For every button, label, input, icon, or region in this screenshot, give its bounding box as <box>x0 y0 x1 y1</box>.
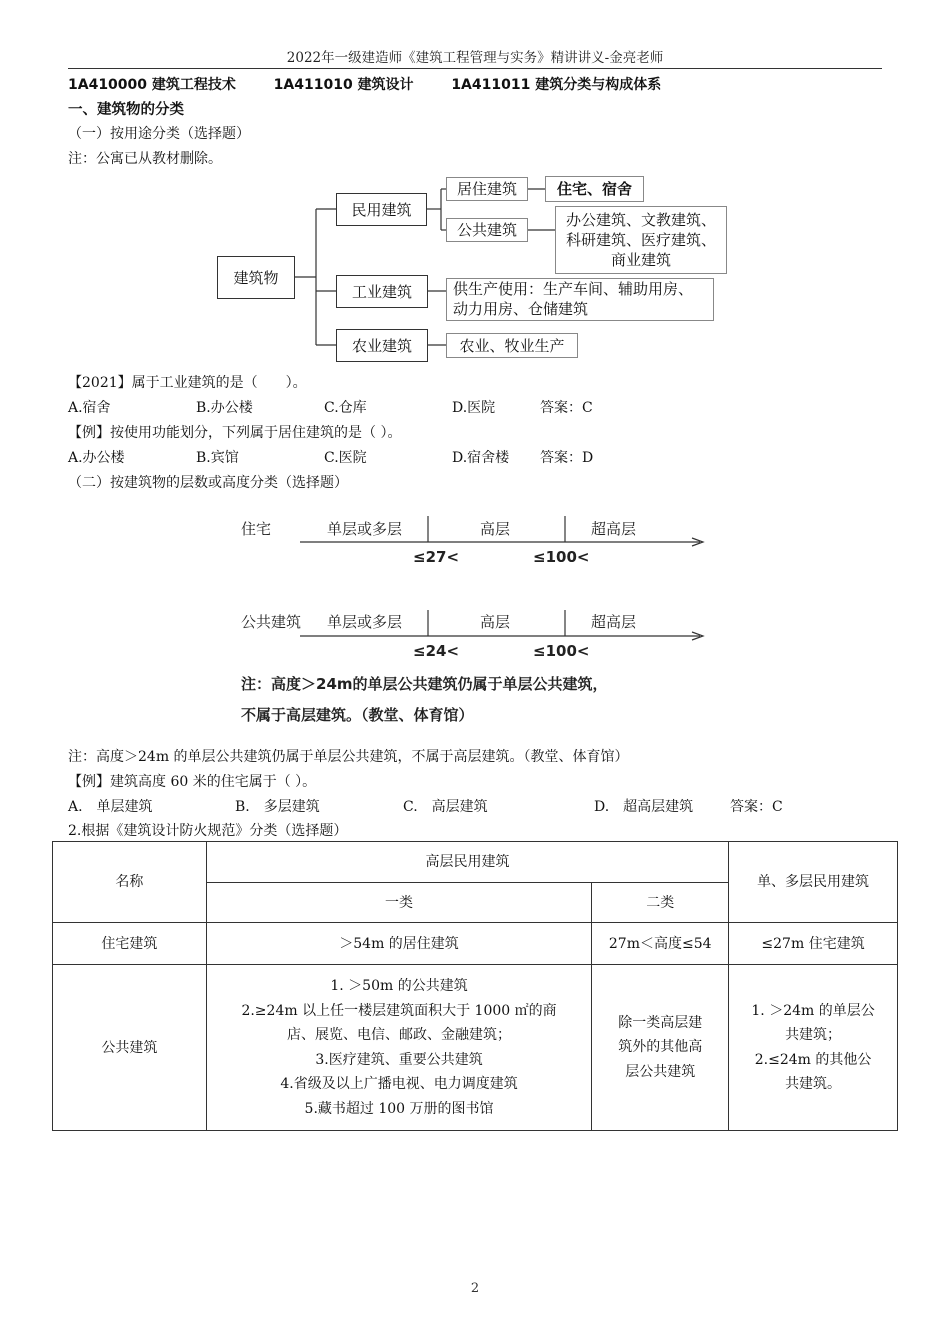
public-items-line-1: 办公建筑、文教建筑、 <box>565 211 716 229</box>
public-segment-low: 单层或多层 <box>327 613 403 631</box>
public-class-2-line-2: 筑外的其他高 <box>618 1039 703 1056</box>
question-2021-options <box>68 397 593 417</box>
q3-answer: 答案：C <box>730 799 783 815</box>
q1-option-b: B.办公楼 <box>196 400 253 416</box>
tree-node-residential: 居住建筑 <box>446 177 528 201</box>
tree-root-node: 建筑物 <box>217 256 295 299</box>
q3-option-d: D. 超高层建筑 <box>594 799 694 815</box>
residential-segment-low: 单层或多层 <box>327 520 403 538</box>
q3-option-b: B. 多层建筑 <box>235 799 320 815</box>
residential-segment-super-high: 超高层 <box>591 520 637 538</box>
tree-node-agricultural: 农业建筑 <box>336 329 428 362</box>
public-class-2-line-1: 除一类高层建 <box>618 1014 703 1031</box>
public-line-label: 公共建筑 <box>241 613 302 631</box>
q1-answer: 答案：C <box>540 400 593 416</box>
public-threshold-100: ≤100< <box>533 642 590 660</box>
tree-node-industrial: 工业建筑 <box>336 275 428 308</box>
subheading-by-use: （一）按用途分类（选择题） <box>68 126 250 142</box>
q2-option-b: B.宾馆 <box>196 450 239 466</box>
row-public-low-rise <box>729 965 898 1131</box>
residential-threshold-27: ≤27< <box>413 548 460 566</box>
public-class-1-item-4: 4.省级及以上广播电视、电力调度建筑 <box>280 1076 518 1092</box>
public-low-rise-line-2: 共建筑； <box>785 1027 842 1043</box>
q3-option-a: A. 单层建筑 <box>68 799 153 815</box>
height-number-lines <box>0 500 950 730</box>
residential-segment-high: 高层 <box>480 520 511 538</box>
row-public-class-1 <box>206 965 592 1131</box>
heading-fire-code-classification: 2.根据《建筑设计防火规范》分类（选择题） <box>68 823 348 839</box>
subheading-by-height: （二）按建筑物的层数或高度分类（选择题） <box>68 475 348 491</box>
q2-option-d: D.宿舍楼 <box>452 450 510 466</box>
q2-option-a: A.办公楼 <box>68 450 125 466</box>
public-items-line-2: 科研建筑、医疗建筑、 <box>565 231 716 249</box>
public-threshold-24: ≤24< <box>413 642 460 660</box>
section-name-1: 建筑工程技术 <box>151 77 236 93</box>
industrial-items-line-2: 动力用房、仓储建筑 <box>453 300 589 318</box>
question-2021-stem: 【2021】属于工业建筑的是（ ）。 <box>68 375 307 391</box>
height-diagram-note-line-2: 不属于高层建筑。（教堂、体育馆） <box>241 706 474 724</box>
public-class-1-item-1: 1. ＞50m 的公共建筑 <box>330 978 468 994</box>
row-residential-name: 住宅建筑 <box>53 923 207 965</box>
public-low-rise-line-3: 2.≤24m 的其他公 <box>754 1051 872 1068</box>
section-code-3: 1A411011 <box>451 77 531 93</box>
public-segment-high: 高层 <box>480 613 511 631</box>
public-items-line-3: 商业建筑 <box>610 251 671 269</box>
q2-answer: 答案：D <box>540 450 594 466</box>
height-classification-diagram <box>0 500 950 730</box>
q1-option-a: A.宿舍 <box>68 400 111 416</box>
public-class-2-line-3: 层公共建筑 <box>625 1063 696 1080</box>
note-single-storey-public: 注：高度＞24m 的单层公共建筑仍属于单层公共建筑，不属于高层建筑。（教堂、体育馆） <box>68 749 629 765</box>
header-high-rise: 高层民用建筑 <box>206 842 728 883</box>
note-apartment-removed: 注：公寓已从教材删除。 <box>68 151 222 167</box>
row-public-name: 公共建筑 <box>53 965 207 1131</box>
header-class-1: 一类 <box>206 883 592 923</box>
header-class-2: 二类 <box>592 883 729 923</box>
height-diagram-note-line-1: 注：高度＞24m的单层公共建筑仍属于单层公共建筑， <box>241 675 608 693</box>
tree-node-industrial-items <box>446 278 714 321</box>
public-class-1-item-5: 5.藏书超过 100 万册的图书馆 <box>304 1100 494 1117</box>
residential-threshold-100: ≤100< <box>533 548 590 566</box>
residential-line-label: 住宅 <box>241 520 272 538</box>
public-low-rise-line-4: 共建筑。 <box>785 1076 842 1092</box>
question-example-2-stem: 【例】建筑高度 60 米的住宅属于（ ）。 <box>68 774 317 790</box>
public-class-1-item-3: 3.医疗建筑、重要公共建筑 <box>315 1051 483 1068</box>
heading-building-classification: 一、建筑物的分类 <box>68 102 184 118</box>
section-code-2: 1A411010 <box>273 77 353 93</box>
question-example-1-options <box>68 447 593 467</box>
public-class-1-item-2b: 店、展览、电信、邮政、金融建筑； <box>287 1027 512 1043</box>
public-class-1-item-2a: 2.≥24m 以上任一楼层建筑面积大于 1000 ㎡的商 <box>241 1002 557 1019</box>
fire-code-classification-table <box>52 841 898 1131</box>
page-number: 2 <box>470 1281 480 1296</box>
tree-node-public-items <box>555 206 727 274</box>
row-residential-low-rise: ≤27m 住宅建筑 <box>729 923 898 965</box>
section-name-2: 建筑设计 <box>357 77 414 93</box>
row-residential-class-2: 27m＜高度≤54 <box>592 923 729 965</box>
header-name: 名称 <box>53 842 207 923</box>
classification-tree-diagram <box>0 0 950 380</box>
table-row-residential <box>53 923 898 965</box>
public-segment-super-high: 超高层 <box>591 613 637 631</box>
q1-option-c: C.仓库 <box>324 400 367 416</box>
public-low-rise-line-1: 1. ＞24m 的单层公 <box>751 1002 875 1019</box>
section-name-3: 建筑分类与构成体系 <box>535 77 662 93</box>
section-code-1: 1A410000 <box>68 77 148 93</box>
q2-option-c: C.医院 <box>324 450 367 466</box>
q1-option-d: D.医院 <box>452 400 496 416</box>
document-header-title: 2022年一级建造师《建筑工程管理与实务》精讲讲义-金亮老师 <box>286 50 664 66</box>
tree-node-agricultural-items: 农业、牧业生产 <box>446 333 578 358</box>
q3-option-c: C. 高层建筑 <box>403 799 488 815</box>
header-low-rise: 单、多层民用建筑 <box>729 842 898 923</box>
question-example-1-stem: 【例】按使用功能划分，下列属于居住建筑的是（ ）。 <box>68 425 402 441</box>
row-public-class-2 <box>592 965 729 1131</box>
tree-node-civil: 民用建筑 <box>336 193 427 226</box>
table-header-row-1 <box>53 842 898 883</box>
question-example-2-options <box>68 796 783 816</box>
tree-node-public: 公共建筑 <box>446 218 528 242</box>
row-residential-class-1: ＞54m 的居住建筑 <box>206 923 592 965</box>
industrial-items-line-1: 供生产使用：生产车间、辅助用房、 <box>453 280 694 298</box>
table-row-public <box>53 965 898 1131</box>
tree-node-residential-items: 住宅、宿舍 <box>545 176 644 202</box>
